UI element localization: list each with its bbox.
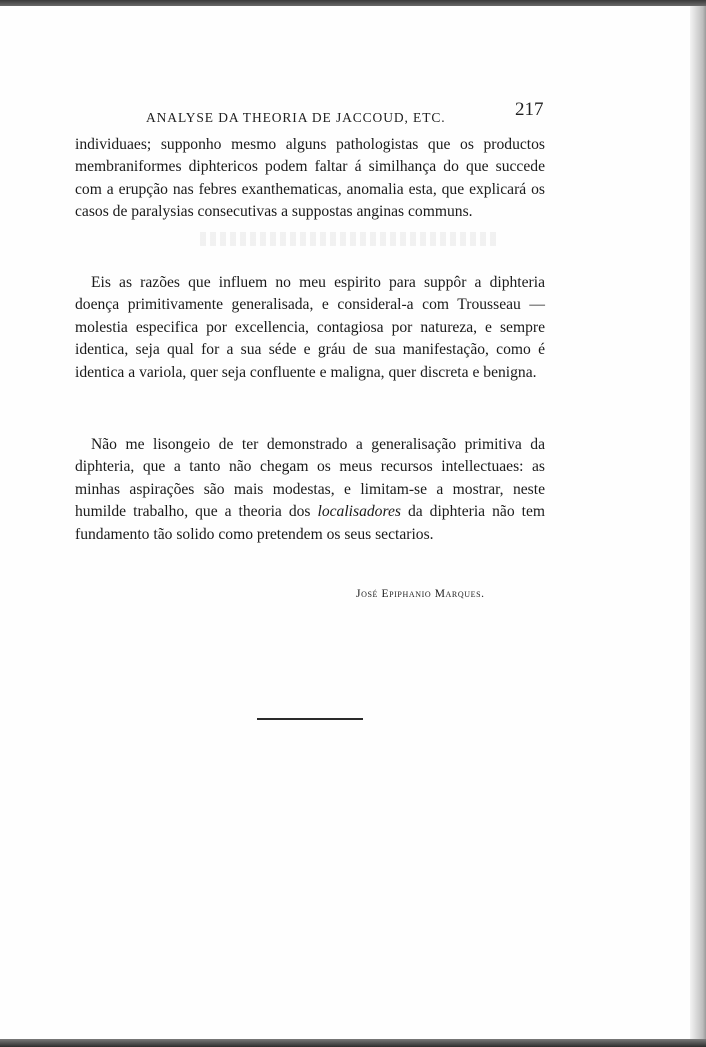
paragraph-3-emphasis: localisadores (317, 503, 401, 521)
paragraph-3-text-before: Não me lisongeio de ter demonstrado a generalisação primitiva da diphteria, que a tanto não chegam os meus recursos intellectuaes: as minhas aspirações são mais modestas, e limitam-se a mostrar, neste humilde trabalho, que a theoria dos (75, 436, 545, 521)
page-number: 217 (515, 99, 544, 120)
running-head: ANALYSE DA THEORIA DE JACCOUD, ETC. (146, 110, 446, 125)
scan-border-right (690, 6, 706, 1039)
paragraph-3 (75, 434, 545, 546)
bleed-through-shadow (200, 232, 500, 246)
paragraph-3-text-after: da diphteria não tem fundamento tão solido como pretendem os seus sectarios. (75, 503, 545, 543)
paragraph-2: Eis as razões que influem no meu espirito para suppôr a diphteria doença primitivamente generalisada, e consideral-a com Trousseau — molestia especifica por excellencia, contagiosa por natureza, e sempre identica, seja qual for a sua séde e gráu de sua manifestação, como é identica a variola, quer seja confluente e maligna, quer discreta e benigna. (75, 274, 545, 381)
paragraph-1: individuaes; supponho mesmo alguns pathologistas que os productos membraniformes diphtericos podem faltar á similhança do que succede com a erupção nas febres exanthematicas, anomalia esta, que explicará os casos de paralysias consecutivas a suppostas anginas communs. (75, 136, 545, 221)
end-rule (257, 718, 363, 720)
scan-border-bottom (0, 1039, 706, 1047)
author-signature: José Epiphanio Marques. (356, 588, 485, 600)
book-page (0, 6, 690, 1039)
